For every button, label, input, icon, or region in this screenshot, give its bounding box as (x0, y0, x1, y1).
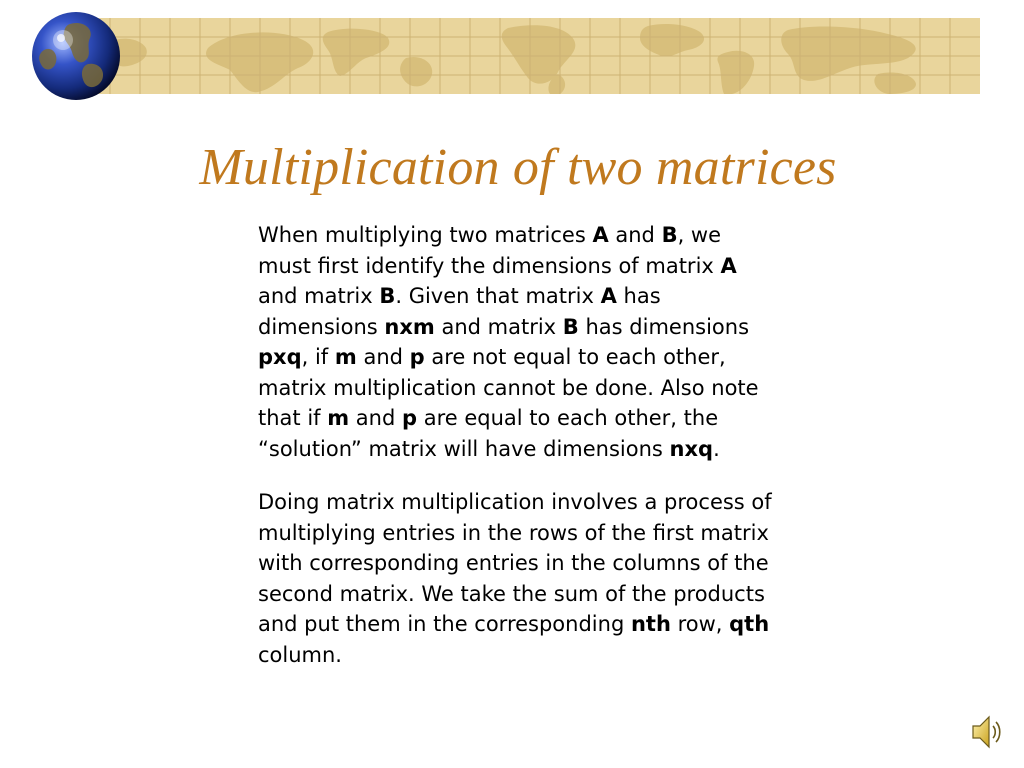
p1-bold-9: m (334, 345, 357, 369)
p1-bold-4: B (379, 284, 396, 308)
paragraph-dimensions (258, 220, 778, 464)
p1-bold-13: nxq (669, 436, 714, 461)
p1-text-8: has dimensions (578, 314, 750, 339)
p1-bold-10: p (409, 345, 425, 369)
slide-body (258, 220, 778, 693)
p1-text-7: and matrix (434, 314, 563, 339)
globe-icon (30, 10, 122, 102)
p1-bold-3: A (720, 253, 737, 278)
p1-text-14: . (713, 436, 720, 461)
p1-bold-2: B (661, 223, 678, 247)
paragraph-procedure (258, 487, 778, 670)
p1-text-3: , we must first identify the dimensions of matrix (258, 223, 722, 278)
p1-text-1: When multiplying two matrices (258, 223, 593, 247)
p1-text-9: , if (301, 345, 335, 369)
p1-text-2: and (608, 223, 662, 247)
p1-text-13: are equal to each other, the “solution” matrix will have dimensions (258, 406, 719, 461)
p2-bold-2: qth (729, 612, 770, 636)
p1-bold-1: A (592, 223, 609, 247)
p1-text-6: has dimensions (258, 284, 661, 339)
p1-text-11: are not equal to each other, matrix multiplication cannot be done. Also note that if (258, 345, 759, 430)
speaker-icon[interactable] (970, 712, 1004, 752)
p1-bold-11: m (327, 406, 350, 430)
p1-bold-6: nxm (384, 314, 435, 339)
p1-bold-8: pxq (258, 345, 302, 369)
p1-bold-5: A (600, 284, 617, 308)
p2-bold-1: nth (630, 612, 671, 636)
slide-title: Multiplication of two matrices (199, 139, 837, 196)
p1-bold-12: p (401, 406, 418, 430)
p1-text-4: and matrix (258, 284, 380, 308)
p2-text-3: column. (258, 642, 342, 667)
world-map-graphic (88, 18, 980, 94)
p1-text-12: and (349, 406, 402, 430)
p1-bold-7: B (562, 314, 579, 339)
p1-text-5: . Given that matrix (395, 284, 601, 308)
p1-text-10: and (356, 345, 410, 369)
p2-text-2: row, (670, 612, 730, 636)
world-map-banner (88, 18, 980, 94)
p2-text-1: Doing matrix multiplication involves a process of multiplying entries in the rows of the first matrix with corresponding entries in the columns of the second matrix. We take the sum of the products and put them in the corresponding (258, 490, 772, 636)
